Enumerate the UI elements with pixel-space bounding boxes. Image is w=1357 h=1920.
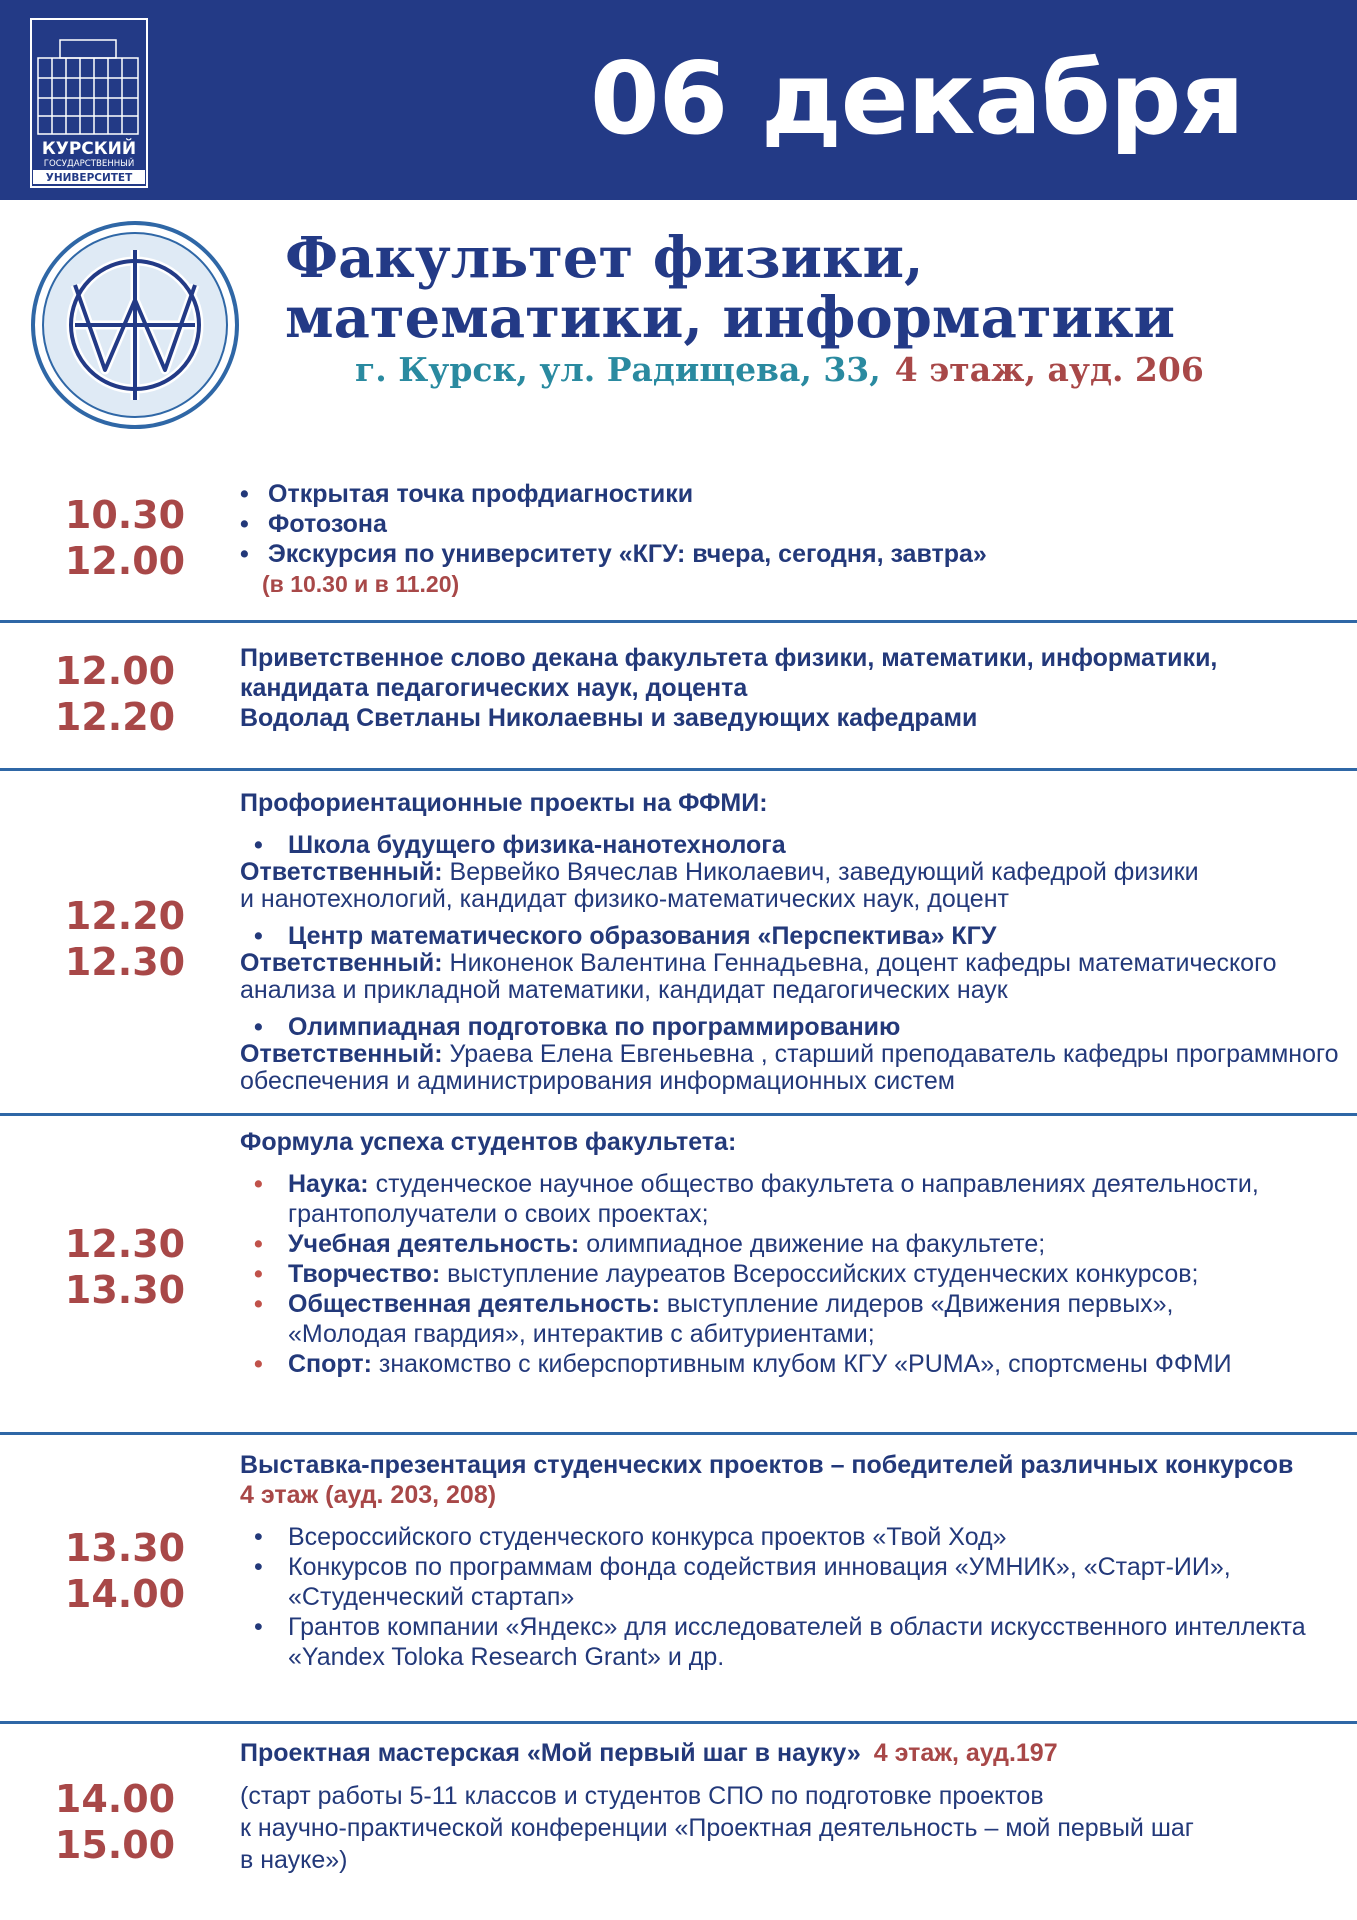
list-item: • Экскурсия по университету «КГУ: вчера, сегодня, завтра» — [240, 539, 1340, 569]
kursk-university-logo — [30, 18, 148, 188]
responsible-text: обеспечения и администрирования информационных систем — [240, 1067, 955, 1095]
time-end: 12.30 — [64, 940, 186, 984]
block-content — [240, 788, 1340, 1095]
address-city: г. Курск, ул. Радищева, 33, — [355, 350, 881, 389]
list-item: • Грантов компании «Яндекс» для исследователей в области искусственного интеллекта «Yandex Toloka Research Grant» и др. — [240, 1612, 1340, 1672]
project-title: • Центр математического образования «Перспектива» КГУ — [240, 923, 1340, 950]
list-item: • Спорт: знакомство с киберспортивным клубом КГУ «PUMA», спортсмены ФФМИ — [240, 1349, 1340, 1379]
responsible-text: анализа и прикладной математики, кандидат педагогических наук — [240, 976, 1008, 1004]
time-range — [0, 492, 250, 584]
list-item: • Открытая точка профдиагностики — [240, 479, 1340, 509]
project-item — [240, 1014, 1340, 1095]
section-heading: Формула успеха студентов факультета: — [240, 1128, 737, 1156]
faculty-title-line2: математики, информатики — [285, 285, 1176, 351]
project-item — [240, 923, 1340, 1004]
time-end: 12.00 — [64, 539, 186, 583]
responsible-text: и нанотехнологий, кандидат физико-математических наук, доцент — [240, 885, 1009, 913]
block-content — [240, 479, 1340, 599]
project-title: • Олимпиадная подготовка по программированию — [240, 1014, 1340, 1041]
block-content — [240, 643, 1340, 733]
time-end: 14.00 — [64, 1572, 186, 1616]
list-item: • Всероссийского студенческого конкурса проектов «Твой Ход» — [240, 1522, 1340, 1552]
logo-text-line1: КУРСКИЙ — [41, 139, 137, 159]
list-item: • Фотозона — [240, 509, 1340, 539]
responsible-label: Ответственный: — [240, 858, 443, 886]
responsible-text: Вервейко Вячеслав Николаевич, заведующий кафедрой физики — [449, 858, 1199, 886]
time-range — [0, 648, 240, 740]
block-content — [240, 1450, 1340, 1672]
time-end: 13.30 — [64, 1268, 186, 1312]
time-start: 13.30 — [64, 1526, 186, 1570]
section-heading: Проектная мастерская «Мой первый шаг в науку» 4 этаж, ауд.197 — [240, 1739, 1058, 1767]
section-heading: Выставка-презентация студенческих проектов – победителей различных конкурсов — [240, 1451, 1294, 1479]
block-content — [240, 1127, 1340, 1379]
schedule-block-3 — [0, 771, 1357, 1113]
list-item: • Наука: студенческое научное общество факультета о направлениях деятельности, грантополучатели о своих проектах; — [240, 1169, 1340, 1229]
project-item — [240, 832, 1340, 913]
time-start: 12.00 — [54, 649, 176, 693]
faculty-title-line1: Факультет физики, — [285, 225, 924, 291]
schedule-block-2 — [0, 623, 1357, 768]
workshop-description-line: (старт работы 5-11 классов и студентов СПО по подготовке проектов — [240, 1782, 1044, 1810]
time-range — [0, 1525, 250, 1617]
time-end: 15.00 — [54, 1823, 176, 1867]
faculty-emblem-icon — [30, 220, 240, 430]
responsible-label: Ответственный: — [240, 1040, 443, 1068]
list-item: • Конкурсов по программам фонда содействия инновация «УМНИК», «Старт-ИИ», «Студенческий стартап» — [240, 1552, 1340, 1612]
workshop-description-line: в науке») — [240, 1846, 348, 1874]
schedule-block-5 — [0, 1435, 1357, 1721]
event-date: 06 декабря — [590, 40, 1244, 157]
projects-list — [240, 1522, 1340, 1672]
list-item: • Творчество: выступление лауреатов Всероссийских студенческих конкурсов; — [240, 1259, 1340, 1289]
time-range — [0, 893, 250, 985]
faculty-title — [285, 225, 1176, 351]
block-content — [240, 1738, 1340, 1876]
logo-text-line3: УНИВЕРСИТЕТ — [45, 172, 133, 184]
heading-room: 4 этаж, ауд.197 — [873, 1739, 1058, 1767]
logo-text-line2: ГОСУДАРСТВЕННЫЙ — [43, 159, 135, 169]
tour-times-note: (в 10.30 и в 11.20) — [262, 571, 460, 597]
welcome-line: Водолад Светланы Николаевны и заведующих кафедрами — [240, 704, 978, 732]
success-formula-list — [240, 1169, 1340, 1379]
project-title: • Школа будущего физика-нанотехнолога — [240, 832, 1340, 859]
faculty-address — [355, 350, 1204, 390]
schedule-block-4 — [0, 1116, 1357, 1436]
time-range — [0, 1776, 240, 1868]
schedule-block-6 — [0, 1724, 1357, 1920]
welcome-line: кандидата педагогических наук, доцента — [240, 674, 748, 702]
responsible-label: Ответственный: — [240, 949, 443, 977]
time-start: 14.00 — [54, 1777, 176, 1821]
welcome-line: Приветственное слово декана факультета физики, математики, информатики, — [240, 644, 1218, 672]
schedule-block-1 — [0, 470, 1357, 620]
activity-list — [240, 479, 1340, 569]
section-subheading: 4 этаж (ауд. 203, 208) — [240, 1481, 497, 1509]
time-range — [0, 1221, 250, 1313]
time-start: 12.20 — [64, 894, 186, 938]
time-end: 12.20 — [54, 695, 176, 739]
address-room: 4 этаж, ауд. 206 — [894, 350, 1204, 389]
time-start: 10.30 — [64, 493, 186, 537]
responsible-text: Никоненок Валентина Геннадьевна, доцент кафедры математического — [449, 949, 1277, 977]
header-bar — [0, 0, 1357, 200]
section-heading: Профориентационные проекты на ФФМИ: — [240, 789, 768, 817]
workshop-description-line: к научно-практической конференции «Проектная деятельность – мой первый шаг — [240, 1814, 1194, 1842]
list-item: • Учебная деятельность: олимпиадное движение на факультете; — [240, 1229, 1340, 1259]
time-start: 12.30 — [64, 1222, 186, 1266]
responsible-text: Ураева Елена Евгеньевна , старший преподаватель кафедры программного — [449, 1040, 1339, 1068]
list-item: • Общественная деятельность: выступление лидеров «Движения первых», «Молодая гвардия», интерактив с абитуриентами; — [240, 1289, 1340, 1349]
